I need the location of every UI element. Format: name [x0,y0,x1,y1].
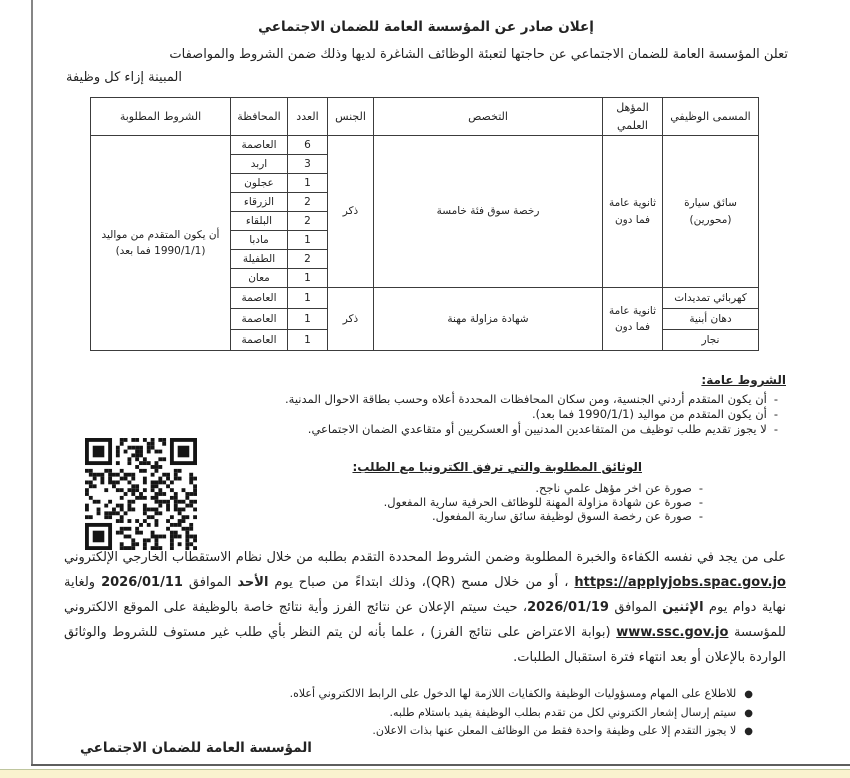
qr-code [85,438,197,550]
table-header-row [91,98,759,136]
cell-governorate: العاصمة [231,309,288,330]
list-item-text: أن يكون المتقدم أردني الجنسية، ومن سكان المحافظات المحددة أعلاه وحسب بطاقة الاحوال المدنية. [285,392,767,406]
cell-job-title-carpenter: نجار [663,330,759,351]
dash-bullet-icon: - [773,406,778,421]
text-run: ، أو من خلال مسح (QR)، وذلك ابتداءً من صباح يوم [268,575,575,590]
table-row [91,136,759,155]
cell-governorate: الطفيلة [231,250,288,269]
cell-governorate: مادبا [231,231,288,250]
col-header-specialization: التخصص [374,98,603,136]
general-conditions-list [285,392,778,436]
cell-job-title-painter: دهان أبنية [663,309,759,330]
text-run: على من يجد في نفسه الكفاءة والخبرة المطلوبة وضمن الشروط المحددة التقدم بطلبه من خلال نظام الاستقطاب الخارجي الإلكتروني [64,550,786,565]
col-header-governorate: المحافظة [231,98,288,136]
cell-count: 3 [288,155,328,174]
cell-governorate: العاصمة [231,136,288,155]
cell-governorate: معان [231,269,288,288]
cell-gender-2: ذكر [328,288,374,351]
note-item [290,704,753,723]
cell-count: 1 [288,174,328,193]
intro-paragraph-line1: تعلن المؤسسة العامة للضمان الاجتماعي عن حاجتها لتعبئة الوظائف الشاغرة لديها وذلك ضمن الشروط والمواصفات [169,47,788,62]
cell-count: 1 [288,330,328,351]
dash-bullet-icon: - [698,495,703,510]
cell-governorate: الزرقاء [231,193,288,212]
cell-count: 2 [288,212,328,231]
text-run: ولغاية نهاية دوام يوم [64,575,786,615]
cell-specialization-1: رخصة سوق فئة خامسة [374,136,603,288]
text-run: الإثنين [662,600,704,615]
round-bullet-icon: ● [744,726,753,737]
col-header-count: العدد [288,98,328,136]
documents-list [384,481,703,524]
text-run: 2026/01/11 [101,575,183,590]
applyjobs-url-link[interactable]: https://applyjobs.spac.gov.jo [574,575,786,590]
dash-bullet-icon: - [698,481,703,495]
cell-count: 1 [288,269,328,288]
cell-governorate: عجلون [231,174,288,193]
cell-governorate: العاصمة [231,288,288,309]
dash-bullet-icon: - [773,421,778,436]
ssc-url-link[interactable]: www.ssc.gov.jo [616,625,729,640]
round-bullet-icon: ● [744,707,753,719]
list-item [384,509,703,523]
cell-specialization-2: شهادة مزاولة مهنة [374,288,603,351]
page-bottom-edge-line [31,764,850,766]
list-item [285,422,778,437]
text-run: الموافق [608,600,663,615]
cell-count: 6 [288,136,328,155]
cell-count: 1 [288,288,328,309]
page-left-edge-line [31,0,33,766]
note-text: للاطلاع على المهام ومسؤوليات الوظيفة والكفايات اللازمة لها الدخول على الرابط الالكتروني أعلاه. [289,687,737,700]
cell-count: 1 [288,231,328,250]
note-text: لا يجوز التقدم إلا على وظيفة واحدة فقط من الوظائف المعلن عنها بذات الاعلان. [372,724,737,737]
cell-count: 1 [288,309,328,330]
cell-qualification-2: ثانوية عامة فما دون [603,288,663,351]
list-item-text: صورة عن اخر مؤهل علمي ناجح. [535,481,692,495]
list-item-text: صورة عن شهادة مزاولة المهنة للوظائف الحرفية سارية المفعول. [383,495,692,510]
cell-gender-1: ذكر [328,136,374,288]
text-run: ، حيث سيتم الإعلان عن نتائج الفرز وأية نتائج خاصة بالوظيفة على الموقع الالكتروني للمؤسسة [64,600,787,640]
col-header-qualification: المؤهل العلمي [603,98,663,136]
announcement-title: إعلان صادر عن المؤسسة العامة للضمان الاجتماعي [258,19,594,35]
col-header-conditions: الشروط المطلوبة [91,98,231,136]
note-text: سيتم إرسال إشعار الكتروني لكل من تقدم بطلب الوظيفة يفيد باستلام طلبه. [389,705,737,719]
bottom-highlight-bar [0,769,850,778]
cell-governorate: اربد [231,155,288,174]
text-run: الأحد [237,575,269,590]
col-header-gender: الجنس [328,98,374,136]
cell-conditions: أن يكون المتقدم من مواليد (1990/1/1 فما بعد) [91,136,231,351]
cell-governorate: العاصمة [231,330,288,351]
cell-qualification-1: ثانوية عامة فما دون [603,136,663,288]
issuing-organization-signature: المؤسسة العامة للضمان الاجتماعي [80,740,312,756]
documents-heading: الوثائق المطلوبة والتي ترفق الكترونيا مع الطلب: [352,460,642,474]
list-item [285,392,778,407]
list-item-text: أن يكون المتقدم من مواليد (1990/1/1 فما بعد). [531,406,767,421]
cell-job-title-electrician: كهربائي تمديدات [663,288,759,309]
vacancies-table [90,97,759,351]
list-item [285,407,778,422]
text-run: 2026/01/19 [527,600,609,615]
application-instructions-paragraph [64,545,786,670]
intro-paragraph-line2: المبينة إزاء كل وظيفة [66,70,182,85]
cell-count: 2 [288,193,328,212]
note-item [290,722,753,741]
footnotes-list [290,685,753,741]
list-item-text: لا يجوز تقديم طلب توظيف من المتقاعدين المدنيين أو العسكريين أو متقاعدي الضمان الاجتماعي. [307,421,767,436]
general-conditions-heading: الشروط عامة: [701,373,786,387]
text-run: (بوابة الاعتراض على نتائج الفرز) ، علما بأنه لن يتم النظر بأي طلب غير مستوف للشروط والوثائق الواردة بالإعلان أو بعد انتهاء فترة استقبال الطلبات. [64,625,786,665]
cell-governorate: البلقاء [231,212,288,231]
list-item [384,495,703,509]
dash-bullet-icon: - [773,392,778,406]
round-bullet-icon: ● [744,689,753,700]
text-run: الموافق [182,575,238,590]
note-item [290,685,753,704]
list-item-text: صورة عن رخصة السوق لوظيفة سائق سارية المفعول. [432,509,692,524]
dash-bullet-icon: - [698,509,703,524]
list-item [384,481,703,495]
col-header-job-title: المسمى الوظيفي [663,98,759,136]
cell-job-title-driver: سائق سيارة (محورين) [663,136,759,288]
cell-count: 2 [288,250,328,269]
